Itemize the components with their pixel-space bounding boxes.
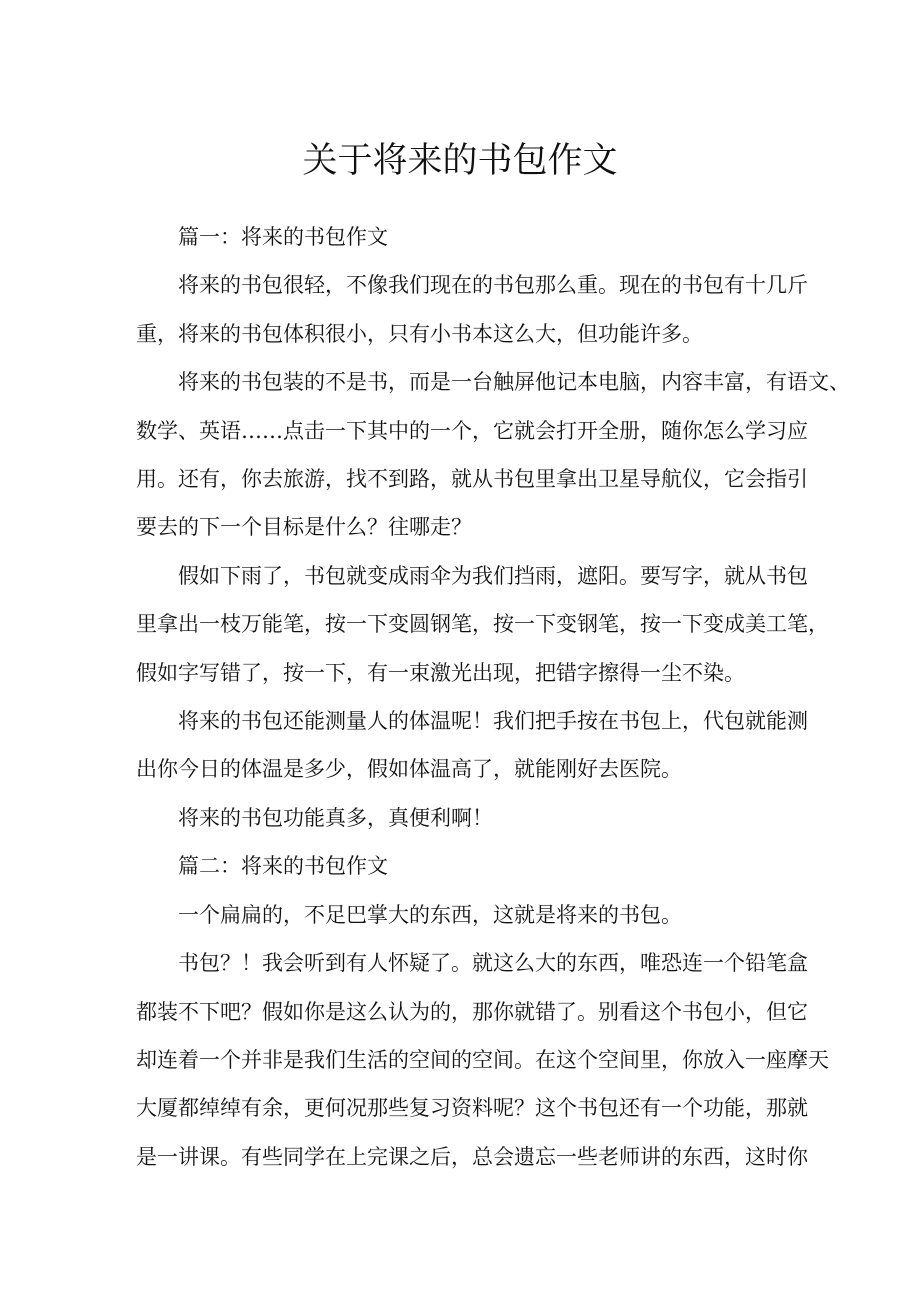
paragraph-line: 重，将来的书包体积很小，只有小书本这么大，但功能许多。 [136,321,703,346]
paragraph-line: 将来的书包很轻，不像我们现在的书包那么重。现在的书包有十几斤 [178,273,808,298]
paragraph [136,891,792,939]
paragraph [136,697,808,794]
paragraph [136,794,792,842]
document-title: 关于将来的书包作文 [302,141,618,181]
document-body [136,213,850,1181]
paragraph-line: 将来的书包装的不是书，而是一台触屏他记本电脑，内容丰富，有语文、 [178,370,850,395]
paragraph-line: 大厦都绰绰有余，更何况那些复习资料呢？这个书包还有一个功能，那就 [136,1096,808,1121]
paragraph [136,358,850,552]
paragraph-line: 都装不下吧？假如你是这么认为的，那你就错了。别看这个书包小，但它 [136,999,808,1024]
paragraph-line: 要去的下一个目标是什么？往哪走？ [136,515,472,540]
paragraph [136,261,808,358]
paragraph-line: 假如下雨了，书包就变成雨伞为我们挡雨，遮阳。要写字，就从书包 [178,563,808,588]
paragraph-line: 用。还有，你去旅游，找不到路，就从书包里拿出卫星导航仪，它会指引 [136,467,808,492]
paragraph [136,842,792,890]
paragraph [136,552,829,697]
paragraph-line: 篇一：将来的书包作文 [178,225,388,249]
paragraph [136,939,829,1181]
paragraph-line: 将来的书包功能真多，真便利啊！ [178,805,493,830]
paragraph-line: 里拿出一枝万能笔，按一下变圆钢笔，按一下变钢笔，按一下变成美工笔， [136,612,829,637]
paragraph-line: 却连着一个并非是我们生活的空间的空间。在这个空间里，你放入一座摩天 [136,1047,829,1072]
paragraph-line: 将来的书包还能测量人的体温呢！我们把手按在书包上，代包就能测 [178,709,808,734]
paragraph [136,213,792,261]
paragraph-line: 是一讲课。有些同学在上完课之后，总会遗忘一些老师讲的东西，这时你 [136,1144,808,1169]
paragraph-line: 假如字写错了，按一下，有一束激光出现，把错字擦得一尘不染。 [136,660,745,685]
paragraph-line: 出你今日的体温是多少，假如体温高了，就能刚好去医院。 [136,757,682,782]
paragraph-line: 一个扁扁的，不足巴掌大的东西，这就是将来的书包。 [178,902,682,927]
paragraph-line: 篇二：将来的书包作文 [178,854,388,879]
paragraph-line: 数学、英语……点击一下其中的一个，它就会打开全册，随你怎么学习应 [136,418,808,443]
paragraph-line: 书包？！我会听到有人怀疑了。就这么大的东西，唯恐连一个铅笔盒 [178,951,808,976]
